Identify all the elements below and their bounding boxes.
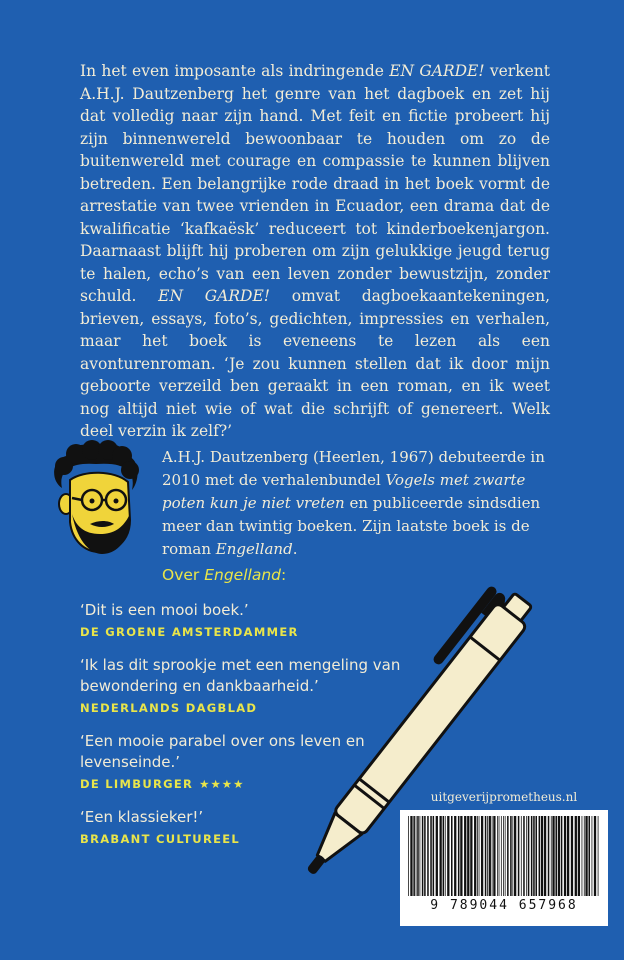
author-portrait-illustration	[44, 440, 144, 556]
barcode-bar	[551, 816, 552, 896]
reviews-heading-suffix: :	[281, 566, 287, 584]
barcode-bar	[493, 816, 495, 896]
barcode-bar	[413, 816, 415, 896]
barcode-bar	[575, 816, 577, 896]
barcode	[400, 810, 608, 926]
blurb-part-2: verkent A.H.J. Dautzenberg het genre van het dagboek en zet hij dat volledig naar zijn hand. Met feit en fictie probeert hij zijn binnenwereld bewoonbaar te houden om zo de buitenwereld met courage en compassie te kunnen blijven betreden. Een belangrijke rode draad in het boek vormt de arrestatie van twee vrienden in Ecuador, een drama dat de kwalificatie ‘kafkaësk’ reduceert tot kinderboekenjargon. Daarnaast blijft hij proberen om zijn gelukkige jeugd terug te halen, echo’s van een leven zonder bewustzijn, zonder schuld.	[80, 62, 550, 305]
barcode-bar	[445, 816, 446, 896]
barcode-bar	[552, 816, 554, 896]
barcode-bar	[526, 816, 527, 896]
barcode-bar	[454, 816, 456, 896]
barcode-bar	[485, 816, 487, 896]
barcode-bar	[539, 816, 541, 896]
barcode-bar	[464, 816, 466, 896]
barcode-bar	[503, 816, 504, 896]
blurb-part-3: omvat dagboekaantekeningen, brieven, essays, foto’s, gedichten, impressies en verhalen, maar het boek is eveneens te lezen als een avonturenroman. ‘Je zou kunnen stellen dat ik door mijn geboorte verzeild ben geraakt in een roman, en ik weet nog altijd niet wie of wat die schrijft of genereert. Welk deel verzin ik zelf?’	[80, 287, 550, 440]
barcode-bar	[544, 816, 546, 896]
review-list	[80, 600, 440, 862]
barcode-bar	[518, 816, 520, 896]
barcode-bar	[433, 816, 435, 896]
barcode-bar	[422, 816, 424, 896]
review-item	[80, 807, 440, 848]
barcode-bar	[582, 816, 583, 896]
review-quote: ‘Ik las dit sprookje met een mengeling van bewondering en dankbaarheid.’	[80, 656, 401, 695]
reviews-heading-prefix: Over	[162, 566, 205, 584]
barcode-bar	[447, 816, 449, 896]
barcode-bar	[598, 816, 599, 896]
review-source	[80, 623, 440, 641]
bio-part-2: en publiceerde sindsdien meer dan twintig boeken. Zijn laatste boek is de roman	[162, 494, 541, 558]
barcode-bar	[567, 816, 569, 896]
barcode-bar	[479, 816, 480, 896]
review-source-name: DE LIMBURGER	[80, 777, 194, 791]
barcode-bar	[535, 816, 537, 896]
barcode-bar	[487, 816, 488, 896]
star-rating: ★★★★	[199, 777, 245, 791]
book-title-1: EN GARDE!	[389, 62, 485, 80]
review-source	[80, 830, 440, 848]
barcode-bar	[410, 816, 412, 896]
barcode-bar	[424, 816, 426, 896]
barcode-bar	[427, 816, 429, 896]
review-source	[80, 775, 440, 793]
barcode-bar	[507, 816, 509, 896]
isbn-number: 9 789044 657968	[430, 898, 578, 913]
review-source-name: DE GROENE AMSTERDAMMER	[80, 625, 299, 639]
review-quote: ‘Een klassieker!’	[80, 808, 204, 826]
barcode-bar	[512, 816, 513, 896]
barcode-bar	[584, 816, 585, 896]
barcode-bar	[416, 816, 417, 896]
barcode-bar	[564, 816, 566, 896]
publisher-website: uitgeverijprometheus.nl	[430, 790, 578, 804]
barcode-bar	[588, 816, 590, 896]
barcode-bar	[585, 816, 587, 896]
barcode-bar	[460, 816, 462, 896]
blurb-text	[80, 60, 550, 443]
barcode-bar	[501, 816, 502, 896]
barcode-bar	[578, 816, 580, 896]
barcode-bar	[470, 816, 472, 896]
bio-part-1: A.H.J. Dautzenberg (Heerlen, 1967) debuteerde in 2010 met de verhalenbundel	[162, 448, 545, 489]
barcode-bar	[571, 816, 573, 896]
bio-part-3: .	[292, 540, 298, 558]
barcode-bar	[497, 816, 498, 896]
barcode-bar	[533, 816, 535, 896]
barcode-bar	[510, 816, 512, 896]
barcode-bar	[443, 816, 445, 896]
review-source	[80, 699, 440, 717]
barcode-bar	[474, 816, 476, 896]
review-quote: ‘Een mooie parabel over ons leven en levenseinde.’	[80, 732, 365, 771]
barcode-bar	[417, 816, 419, 896]
barcode-bar	[489, 816, 491, 896]
review-source-name: BRABANT CULTUREEL	[80, 832, 241, 846]
barcode-bar	[439, 816, 441, 896]
barcode-bar	[558, 816, 560, 896]
review-source-name: NEDERLANDS DAGBLAD	[80, 701, 258, 715]
review-item	[80, 655, 440, 717]
review-item	[80, 731, 440, 793]
barcode-bar	[561, 816, 563, 896]
barcode-bar	[420, 816, 421, 896]
blurb-part-1: In het even imposante als indringende	[80, 62, 390, 80]
barcode-bar	[528, 816, 530, 896]
latest-book-title: Engelland	[215, 540, 293, 558]
barcode-bar	[592, 816, 593, 896]
barcode-bar	[521, 816, 522, 896]
book-title-2: EN GARDE!	[158, 287, 270, 305]
review-item	[80, 600, 440, 641]
barcode-bar	[541, 816, 543, 896]
barcode-bar	[481, 816, 483, 896]
barcode-bar	[477, 816, 478, 896]
barcode-bar	[499, 816, 500, 896]
barcode-bar	[492, 816, 493, 896]
barcode-bar	[458, 816, 460, 896]
review-quote: ‘Dit is een mooi boek.’	[80, 601, 249, 619]
barcode-bar	[505, 816, 506, 896]
barcode-bar	[523, 816, 525, 896]
barcode-bar	[451, 816, 453, 896]
debut-title: Vogels met zwarte poten kun je niet vreten	[162, 471, 526, 512]
barcode-bar	[430, 816, 432, 896]
barcode-bar	[436, 816, 438, 896]
author-bio	[162, 446, 552, 561]
barcode-bar	[408, 816, 409, 896]
barcode-bar	[514, 816, 516, 896]
reviews-heading-title: Engelland	[204, 566, 281, 584]
barcode-bar	[467, 816, 469, 896]
barcode-bar	[548, 816, 550, 896]
barcode-bar	[594, 816, 596, 896]
barcode-bar	[555, 816, 557, 896]
barcode-bars	[408, 816, 600, 896]
barcode-bar	[531, 816, 533, 896]
